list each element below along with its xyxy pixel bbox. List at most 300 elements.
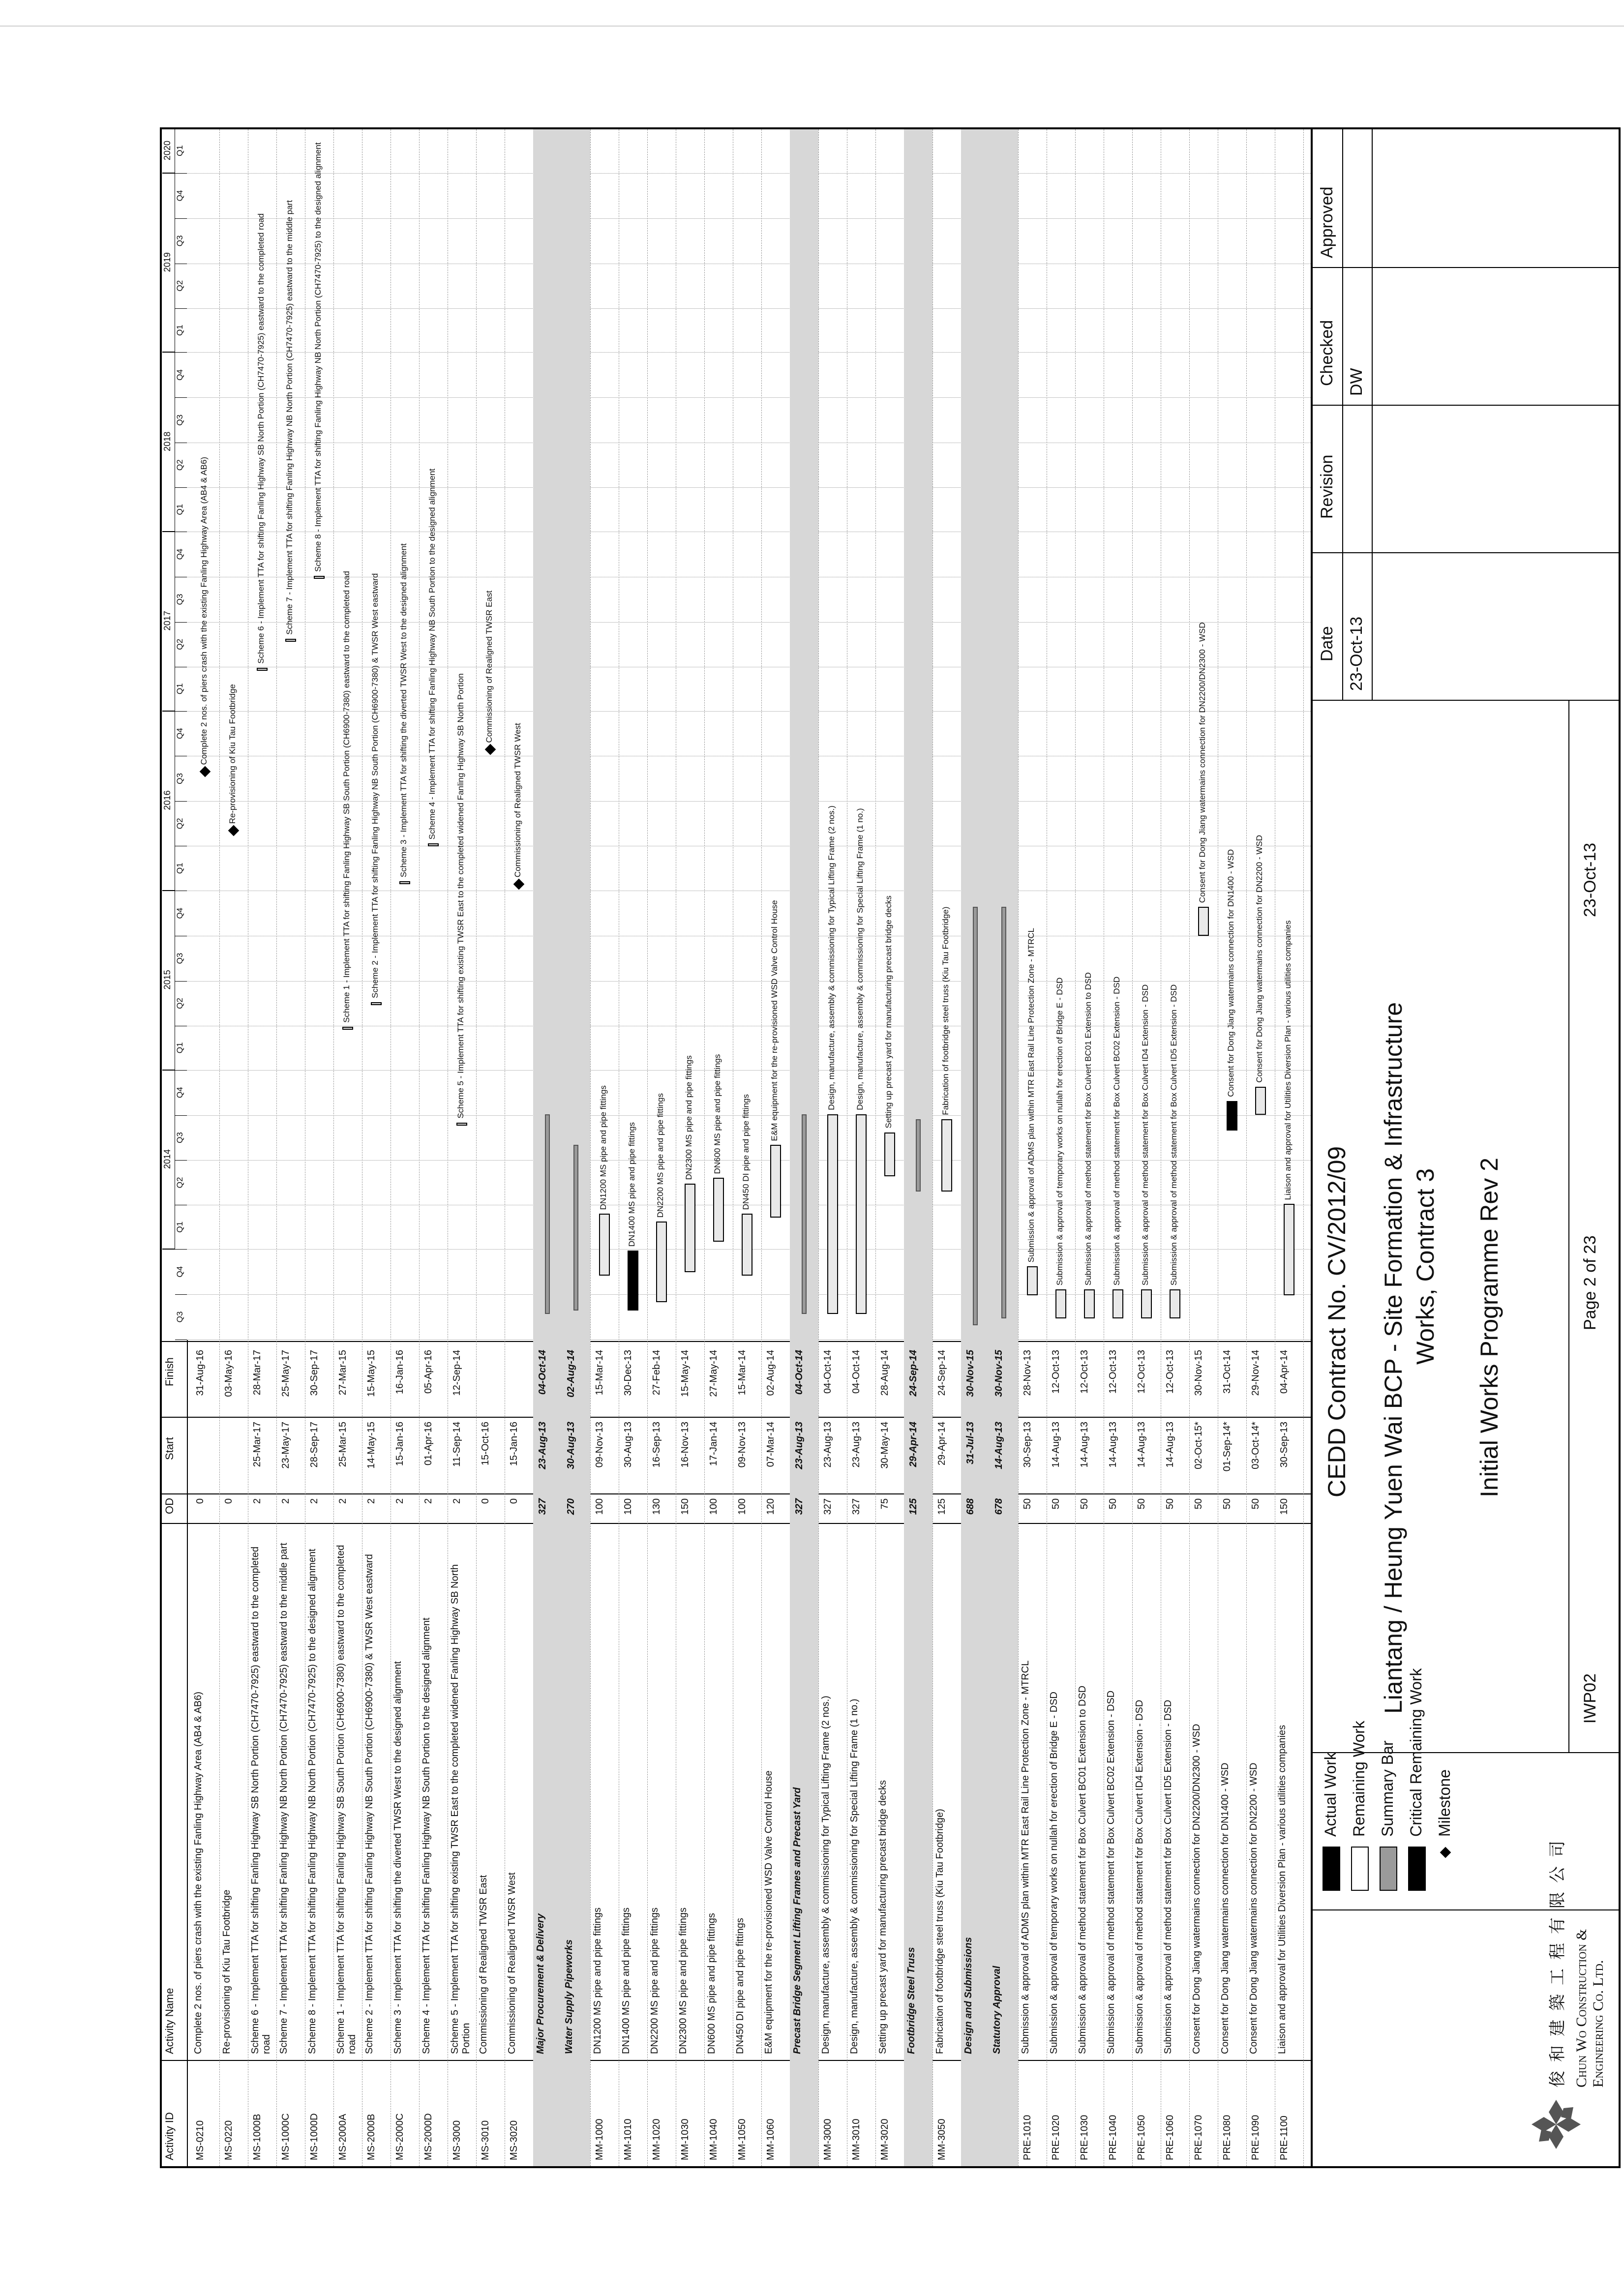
- start-date: 23-Aug-13: [851, 1422, 862, 1468]
- bar-label: Scheme 8 - Implement TTA for shifting Fanling Highway NB North Portion (CH7470-7925) to the designed alignment: [313, 142, 323, 572]
- bar-label: DN600 MS pipe and pipe fittings: [713, 1054, 722, 1174]
- original-duration: 270: [566, 1498, 576, 1515]
- start-date: 28-Sep-17: [309, 1422, 320, 1468]
- activity-row: [391, 129, 419, 2166]
- quarter-label: Q1: [175, 308, 187, 353]
- quarter-label: Q3: [175, 218, 187, 264]
- summary-bar: [973, 907, 978, 1325]
- original-duration: 0: [223, 1498, 234, 1504]
- original-duration: 50: [1165, 1498, 1175, 1510]
- original-duration: 2: [394, 1498, 405, 1504]
- col-od: OD: [163, 1498, 176, 1514]
- finish-date: 04-Oct-14: [537, 1350, 548, 1395]
- activity-id: PRE-1100: [1279, 2116, 1290, 2160]
- start-date: 14-Aug-13: [1108, 1422, 1118, 1468]
- activity-name: Scheme 5 - Implement TTA for shifting existing TWSR East to the completed widened Fanling Highway SB North Portion: [450, 1564, 472, 2054]
- rev-header-revision: Revision: [1318, 454, 1336, 519]
- activity-id: PRE-1080: [1222, 2115, 1233, 2160]
- start-date: 14-Aug-13: [1165, 1422, 1175, 1468]
- activity-name: Consent for Dong Jiang watermains connection for DN1400 - WSD: [1220, 1762, 1231, 2054]
- milestone-label: Commissioning of Realigned TWSR East: [484, 590, 494, 743]
- milestone-label: Commissioning of Realigned TWSR West: [513, 723, 522, 878]
- activity-name: Complete 2 nos. of piers crash with the existing Fanling Highway Area (AB4 & AB6): [193, 1691, 204, 2054]
- rev-header-approved: Approved: [1318, 186, 1336, 258]
- legend-milestone-diamond-icon: [1440, 1847, 1451, 1858]
- legend-milestone: Milestone: [1436, 1769, 1453, 1837]
- activity-bar: [456, 1123, 467, 1126]
- legend-actual: Actual Work: [1322, 1752, 1339, 1837]
- original-duration: 2: [280, 1498, 291, 1504]
- activity-bar: [599, 1214, 610, 1276]
- finish-date: 31-Aug-16: [195, 1350, 206, 1396]
- activity-name: Precast Bridge Segment Lifting Frames and Precast Yard: [792, 1787, 803, 2054]
- quarter-label: Q3: [175, 936, 187, 982]
- legend-remaining: Remaining Work: [1350, 1721, 1368, 1837]
- finish-date: 15-Mar-14: [737, 1350, 748, 1396]
- original-duration: 75: [879, 1498, 890, 1510]
- activity-bar: [1198, 907, 1209, 936]
- summary-bar: [545, 1114, 550, 1314]
- original-duration: 0: [195, 1498, 206, 1504]
- original-duration: 50: [1222, 1498, 1233, 1510]
- col-activity-id: Activity ID: [163, 2112, 176, 2160]
- year-label: 2017: [162, 531, 175, 712]
- finish-date: 12-Oct-13: [1051, 1350, 1061, 1394]
- col-start: Start: [163, 1437, 176, 1460]
- quarter-label: Q4: [175, 1070, 187, 1116]
- header-divider: [162, 1340, 188, 2166]
- finish-date: 02-Aug-14: [566, 1350, 576, 1398]
- finish-date: 27-May-14: [708, 1350, 719, 1397]
- quarter-label: Q4: [175, 891, 187, 936]
- start-date: 25-Mar-17: [252, 1422, 263, 1467]
- legend-actual-swatch: [1323, 1847, 1340, 1891]
- activity-name: Submission & approval of ADMS plan within MTR East Rail Line Protection Zone - MTRCL: [1020, 1660, 1031, 2054]
- quarter-label: Q3: [175, 577, 187, 623]
- quarter-label: Q1: [175, 1205, 187, 1250]
- rev-divider: [1313, 552, 1621, 553]
- company-logo-icon: [1529, 2097, 1583, 2151]
- activity-row: [505, 129, 533, 2166]
- activity-id: MS-2000D: [423, 2113, 434, 2160]
- finish-date: 28-Aug-14: [879, 1350, 890, 1396]
- page-number: Page 2 of 23: [1581, 1235, 1599, 1330]
- start-date: 31-Jul-13: [965, 1422, 976, 1464]
- original-duration: 2: [423, 1498, 434, 1504]
- quarter-label: Q4: [175, 711, 187, 757]
- finish-date: 30-Nov-15: [965, 1350, 976, 1397]
- quarter-label: Q1: [175, 128, 187, 174]
- original-duration: 0: [509, 1498, 519, 1504]
- activity-name: Design and Submissions: [963, 1937, 974, 2054]
- quarter-label: Q4: [175, 532, 187, 577]
- finish-date: 25-May-17: [280, 1350, 291, 1397]
- activity-bar: [884, 1133, 895, 1177]
- quarter-label: Q4: [175, 352, 187, 398]
- finish-date: 30-Nov-15: [993, 1350, 1004, 1397]
- activity-name: DN1400 MS pipe and pipe fittings: [621, 1908, 632, 2054]
- activity-bar: [1084, 1289, 1095, 1318]
- start-date: 15-Jan-16: [509, 1422, 519, 1466]
- finish-date: 24-Sep-14: [908, 1350, 919, 1397]
- bar-label: Design, manufacture, assembly & commissioning for Special Lifting Frame (1 no.): [855, 808, 865, 1110]
- original-duration: 150: [1279, 1498, 1290, 1515]
- bar-label: DN1400 MS pipe and pipe fittings: [627, 1122, 636, 1247]
- start-date: 15-Jan-16: [394, 1422, 405, 1466]
- finish-date: 30-Nov-15: [1193, 1350, 1204, 1396]
- quarter-label: Q3: [175, 1294, 187, 1340]
- activity-bar: [856, 1114, 867, 1314]
- finish-date: 12-Oct-13: [1079, 1350, 1090, 1394]
- finish-date: 02-Aug-14: [765, 1350, 776, 1396]
- activity-bar: [656, 1222, 667, 1302]
- activity-name: Scheme 4 - Implement TTA for shifting Fanling Highway NB South Portion to the designed alignment: [421, 1617, 432, 2054]
- activity-bar: [742, 1214, 752, 1276]
- start-date: 16-Sep-13: [651, 1422, 662, 1468]
- activity-bar: [1113, 1289, 1123, 1318]
- activity-row: [1246, 129, 1275, 2166]
- start-date: 30-May-14: [879, 1422, 890, 1469]
- start-date: 25-Mar-15: [337, 1422, 348, 1467]
- activity-name: Major Procurement & Delivery: [535, 1913, 546, 2054]
- company-name-cn: 俊和建築工程有限公司: [1548, 1832, 1567, 2087]
- finish-date: 05-Apr-16: [423, 1350, 434, 1394]
- quarter-label: Q4: [175, 173, 187, 219]
- activity-name: Scheme 7 - Implement TTA for shifting Fanling Highway NB North Portion (CH7470-7925) eastward to the middle part: [278, 1543, 289, 2054]
- activity-id: MS-2000A: [337, 2114, 348, 2160]
- start-date: 14-Aug-13: [1051, 1422, 1061, 1468]
- quarter-label: Q1: [175, 667, 187, 712]
- title-footer-divider: [1568, 701, 1569, 1753]
- activity-row: [448, 129, 476, 2166]
- col-finish: Finish: [163, 1357, 176, 1386]
- start-date: 23-Aug-13: [537, 1422, 548, 1469]
- activity-name: Submission & approval of method statement for Box Culvert ID4 Extension - DSD: [1134, 1700, 1145, 2054]
- activity-bar: [685, 1184, 695, 1272]
- original-duration: 50: [1136, 1498, 1147, 1510]
- start-date: 09-Nov-13: [594, 1422, 605, 1468]
- activity-id: PRE-1070: [1193, 2115, 1204, 2160]
- activity-row: [1218, 129, 1246, 2166]
- original-duration: 120: [765, 1498, 776, 1515]
- quarter-label: Q2: [175, 801, 187, 846]
- finish-date: 04-Oct-14: [851, 1350, 862, 1394]
- activity-id: MS-0210: [195, 2120, 206, 2160]
- activity-name: E&M equipment for the re-provisioned WSD Valve Control House: [763, 1770, 774, 2054]
- bar-label: Submission & approval of method statement for Box Culvert BC02 Extension - DSD: [1112, 976, 1121, 1286]
- rev-date: 23-Oct-13: [1347, 616, 1366, 691]
- bar-label: Submission & approval of method statement for Box Culvert ID4 Extension - DSD: [1141, 984, 1150, 1286]
- finish-date: 12-Oct-13: [1108, 1350, 1118, 1394]
- rev-header-date: Date: [1318, 626, 1336, 661]
- finish-date: 27-Feb-14: [651, 1350, 662, 1396]
- start-date: 14-May-15: [366, 1422, 377, 1469]
- activity-id: MM-1010: [623, 2118, 633, 2160]
- year-label: 2016: [162, 711, 175, 892]
- rev-header-checked: Checked: [1318, 320, 1336, 386]
- activity-name: DN450 DI pipe and pipe fittings: [735, 1918, 746, 2054]
- title-panel: [1313, 700, 1621, 1753]
- start-date: 14-Aug-13: [1136, 1422, 1147, 1468]
- activity-name: DN2300 MS pipe and pipe fittings: [678, 1908, 689, 2054]
- activity-name: Commissioning of Realigned TWSR West: [507, 1872, 517, 2054]
- original-duration: 50: [1250, 1498, 1261, 1510]
- rev-checked: DW: [1347, 368, 1366, 396]
- activity-bar: [428, 843, 439, 846]
- finish-date: 12-Oct-13: [1165, 1350, 1175, 1394]
- milestone-label: Complete 2 nos. of piers crash with the existing Fanling Highway Area (AB4 & AB6): [199, 456, 209, 765]
- summary-bar: [1001, 907, 1006, 1318]
- activity-name: Design, manufacture, assembly & commissioning for Special Lifting Frame (1 no.): [849, 1699, 860, 2054]
- summary-bar: [573, 1145, 578, 1311]
- doc-number: IWP02: [1581, 1673, 1599, 1724]
- original-duration: 50: [1193, 1498, 1204, 1510]
- finish-date: 04-Oct-14: [794, 1350, 805, 1395]
- quarter-label: Q2: [175, 264, 187, 309]
- bar-label: Liaison and approval for Utilities Diversion Plan - various utilities companies: [1283, 920, 1293, 1200]
- activity-id: MS-2000C: [394, 2113, 405, 2160]
- quarter-label: Q1: [175, 1026, 187, 1071]
- bar-label: Fabrication of footbridge steel truss (Kiu Tau Footbridge): [941, 906, 950, 1115]
- activity-bar: [1284, 1204, 1294, 1295]
- quarter-label: Q3: [175, 756, 187, 802]
- activity-id: MS-1000B: [252, 2114, 263, 2160]
- bar-label: Scheme 3 - Implement TTA for shifting the diverted TWSR West to the designed alignment: [399, 543, 408, 878]
- activity-bar: [1027, 1266, 1038, 1295]
- finish-date: 15-May-15: [366, 1350, 377, 1397]
- activity-bar: [1170, 1289, 1180, 1318]
- start-date: 14-Aug-13: [993, 1422, 1004, 1469]
- original-duration: 2: [252, 1498, 263, 1504]
- start-date: 02-Oct-15*: [1193, 1422, 1204, 1469]
- contract-title: CEDD Contract No. CV/2012/09: [1323, 1146, 1351, 1497]
- activity-name: Water Supply Pipeworks: [564, 1939, 574, 2054]
- quarter-label: Q4: [175, 1249, 187, 1295]
- finish-date: 04-Apr-14: [1279, 1350, 1290, 1394]
- activity-name: DN600 MS pipe and pipe fittings: [706, 1913, 717, 2054]
- activity-bar: [713, 1178, 724, 1242]
- activity-id: MM-1060: [765, 2118, 776, 2160]
- year-label: 2018: [162, 352, 175, 532]
- activity-name: Scheme 6 - Implement TTA for shifting Fanling Highway SB North Portion (CH7470-7925) eastward to the completed road: [250, 1547, 272, 2054]
- bar-label: Submission & approval of temporary works on nullah for erection of Bridge E - DSD: [1055, 977, 1064, 1286]
- start-date: 23-May-17: [280, 1422, 291, 1469]
- activity-bar: [1055, 1289, 1066, 1318]
- original-duration: 125: [936, 1498, 947, 1515]
- bar-label: Submission & approval of method statement for Box Culvert ID5 Extension - DSD: [1169, 984, 1178, 1286]
- activity-name: Fabrication of footbridge steel truss (Kiu Tau Footbridge): [934, 1809, 945, 2054]
- bar-label: Consent for Dong Jiang watermains connection for DN2200 - WSD: [1255, 835, 1264, 1083]
- activity-id: MM-3050: [936, 2118, 947, 2160]
- original-duration: 678: [993, 1498, 1004, 1515]
- original-duration: 2: [366, 1498, 377, 1504]
- activity-bar: [371, 1002, 382, 1005]
- activity-name: Footbridge Steel Truss: [906, 1947, 917, 2054]
- company-name-en: Chun Wo Construction & Engineering Co. Ltd.: [1573, 1929, 1606, 2087]
- activity-name: Setting up precast yard for manufacturing precast bridge decks: [877, 1780, 888, 2054]
- bar-label: Scheme 4 - Implement TTA for shifting Fanling Highway NB South Portion to the designed alignment: [427, 468, 437, 840]
- activity-id: MS-3020: [509, 2120, 519, 2160]
- summary-bar: [916, 1119, 921, 1192]
- bar-label: Scheme 2 - Implement TTA for shifting Fanling Highway NB South Portion (CH6900-7380) & TWSR West eastward: [370, 573, 380, 998]
- start-date: 09-Nov-13: [737, 1422, 748, 1468]
- start-date: 30-Aug-13: [566, 1422, 576, 1469]
- activity-id: MM-1000: [594, 2118, 605, 2160]
- activity-name: Submission & approval of method statement for Box Culvert BC02 Extension - DSD: [1106, 1690, 1116, 2054]
- rev-divider: [1313, 405, 1621, 406]
- activity-name: Re-provisioning of Kiu Tau Footbridge: [221, 1889, 232, 2054]
- quarter-label: Q1: [175, 487, 187, 532]
- activity-id: MM-1030: [680, 2118, 691, 2160]
- finish-date: 30-Sep-17: [309, 1350, 320, 1396]
- quarter-label: Q2: [175, 1160, 187, 1205]
- activity-id: PRE-1040: [1108, 2115, 1118, 2160]
- bar-label: DN2300 MS pipe and pipe fittings: [684, 1055, 693, 1180]
- activity-id: PRE-1020: [1051, 2115, 1061, 2160]
- original-duration: 50: [1022, 1498, 1033, 1510]
- activity-id: PRE-1010: [1022, 2115, 1033, 2160]
- start-date: 15-Oct-16: [480, 1422, 491, 1465]
- bar-label: Setting up precast yard for manufacturing precast bridge decks: [884, 895, 893, 1129]
- bar-label: Scheme 1 - Implement TTA for shifting Fanling Highway SB South Portion (CH6900-7380) eastward to the completed road: [342, 571, 351, 1023]
- start-date: 23-Aug-13: [794, 1422, 805, 1469]
- activity-name: Scheme 1 - Implement TTA for shifting Fanling Highway SB South Portion (CH6900-7380) eastward to the completed road: [335, 1545, 358, 2054]
- start-date: 30-Aug-13: [623, 1422, 633, 1468]
- activity-name: Consent for Dong Jiang watermains connection for DN2200/DN2300 - WSD: [1191, 1724, 1202, 2054]
- activity-row: [191, 129, 219, 2166]
- start-date: 14-Aug-13: [1079, 1422, 1090, 1468]
- activity-bar: [1255, 1087, 1266, 1115]
- activity-name: Scheme 2 - Implement TTA for shifting Fanling Highway NB South Portion (CH6900-7380) & TWSR West eastward: [364, 1554, 375, 2054]
- activity-name: Scheme 8 - Implement TTA for shifting Fanling Highway NB North Portion (CH7470-7925) to the designed alignment: [307, 1549, 318, 2054]
- activity-id: MM-3000: [822, 2118, 833, 2160]
- original-duration: 327: [794, 1498, 805, 1515]
- activity-id: MM-3010: [851, 2118, 862, 2160]
- finish-date: 30-Dec-13: [623, 1350, 633, 1396]
- bar-label: Consent for Dong Jiang watermains connection for DN2200/DN2300 - WSD: [1198, 622, 1207, 903]
- col-activity-name: Activity Name: [163, 1988, 176, 2054]
- activity-bar: [399, 881, 410, 884]
- finish-date: 15-Mar-14: [594, 1350, 605, 1396]
- activity-row: [419, 129, 448, 2166]
- start-date: 23-Aug-13: [822, 1422, 833, 1468]
- activity-bar: [314, 576, 325, 579]
- activity-name: Submission & approval of method statement for Box Culvert ID5 Extension - DSD: [1163, 1700, 1173, 2054]
- finish-date: 12-Sep-14: [451, 1350, 462, 1396]
- original-duration: 2: [309, 1498, 320, 1504]
- activity-name: Design, manufacture, assembly & commissioning for Typical Lifting Frame (2 nos.): [820, 1696, 831, 2054]
- quarter-label: Q3: [175, 1115, 187, 1161]
- revision-table: [1313, 129, 1621, 701]
- activity-row: [219, 129, 248, 2166]
- finish-date: 31-Oct-14: [1222, 1350, 1233, 1394]
- original-duration: 0: [480, 1498, 491, 1504]
- bar-label: DN2200 MS pipe and pipe fittings: [656, 1093, 665, 1218]
- start-date: 30-Sep-13: [1022, 1422, 1033, 1468]
- finish-date: 28-Nov-13: [1022, 1350, 1033, 1396]
- activity-name: Consent for Dong Jiang watermains connection for DN2200 - WSD: [1248, 1762, 1259, 2054]
- original-duration: 327: [822, 1498, 833, 1515]
- start-date: 29-Apr-14: [908, 1422, 919, 1467]
- revision-data-row: [1342, 129, 1373, 701]
- year-label: 2019: [162, 173, 175, 353]
- legend-summary-swatch: [1380, 1847, 1397, 1891]
- start-date: 29-Apr-14: [936, 1422, 947, 1465]
- bar-label: Consent for Dong Jiang watermains connection for DN1400 - WSD: [1226, 849, 1235, 1097]
- project-title-line2: Works, Contract 3: [1412, 1168, 1439, 1365]
- legend-remaining-swatch: [1351, 1847, 1369, 1891]
- activity-id: MM-1050: [737, 2118, 748, 2160]
- finish-date: 03-May-16: [223, 1350, 234, 1397]
- activity-bar: [1227, 1101, 1237, 1131]
- legend-critical: Critical Remaining Work: [1407, 1668, 1425, 1837]
- original-duration: 100: [708, 1498, 719, 1515]
- start-date: 01-Apr-16: [423, 1422, 434, 1465]
- activity-name: Submission & approval of method statement for Box Culvert BC01 Extension to DSD: [1077, 1685, 1088, 2054]
- activity-bar: [770, 1145, 781, 1218]
- activity-row: [1189, 129, 1218, 2166]
- activity-bar: [285, 639, 296, 642]
- activity-name: Liaison and approval for Utilities Diversion Plan - various utilities companies: [1277, 1725, 1288, 2054]
- quarter-label: Q2: [175, 622, 187, 667]
- original-duration: 688: [965, 1498, 976, 1515]
- start-date: 30-Sep-13: [1279, 1422, 1290, 1468]
- quarter-label: Q1: [175, 846, 187, 891]
- legend-summary: Summary Bar: [1379, 1740, 1396, 1837]
- title-block: [1311, 129, 1621, 2166]
- programme-title: Initial Works Programme Rev 2: [1475, 1158, 1503, 1497]
- original-duration: 327: [537, 1498, 548, 1515]
- activity-id: MS-0220: [223, 2120, 234, 2160]
- activity-name: Scheme 3 - Implement TTA for shifting the diverted TWSR West to the designed alignment: [392, 1661, 403, 2054]
- year-label: 2020: [162, 128, 175, 174]
- activity-id: MS-3000: [451, 2120, 462, 2160]
- legend-critical-swatch: [1408, 1847, 1426, 1891]
- bar-label: Submission & approval of method statement for Box Culvert BC01 Extension to DSD: [1083, 972, 1093, 1286]
- start-date: 16-Nov-13: [680, 1422, 691, 1468]
- finish-date: 04-Oct-14: [822, 1350, 833, 1394]
- original-duration: 150: [680, 1498, 691, 1515]
- activity-id: PRE-1030: [1079, 2115, 1090, 2160]
- bar-label: E&M equipment for the re-provisioned WSD Valve Control House: [770, 900, 779, 1141]
- original-duration: 50: [1108, 1498, 1118, 1510]
- activity-name: Statutory Approval: [992, 1966, 1002, 2054]
- finish-date: 12-Oct-13: [1136, 1350, 1147, 1394]
- activity-id: PRE-1060: [1165, 2115, 1175, 2160]
- issue-date: 23-Oct-13: [1581, 842, 1599, 917]
- row-divider: [1303, 129, 1304, 2166]
- summary-bar: [802, 1114, 807, 1314]
- activity-row: [333, 129, 362, 2166]
- quarter-label: Q2: [175, 981, 187, 1026]
- activity-id: PRE-1090: [1250, 2115, 1261, 2160]
- finish-date: 29-Nov-14: [1250, 1350, 1261, 1396]
- bar-label: Submission & approval of ADMS plan within MTR East Rail Line Protection Zone - MTRCL: [1026, 927, 1036, 1263]
- bar-label: Design, manufacture, assembly & commissioning for Typical Lifting Frame (2 nos.): [827, 805, 836, 1110]
- activity-bar: [628, 1251, 638, 1311]
- year-label: 2014: [162, 1070, 175, 1250]
- activity-id: MM-1040: [708, 2118, 719, 2160]
- start-date: 01-Sep-14*: [1222, 1422, 1233, 1472]
- bar-label: DN450 DI pipe and pipe fittings: [741, 1094, 751, 1210]
- year-label: 2015: [162, 890, 175, 1071]
- finish-date: 16-Jan-16: [394, 1350, 405, 1395]
- bar-label: Scheme 5 - Implement TTA for shifting existing TWSR East to the completed widened Fanling Highway SB North Portion: [456, 673, 465, 1119]
- original-duration: 50: [1079, 1498, 1090, 1510]
- activity-id: MM-3020: [879, 2118, 890, 2160]
- finish-date: 15-May-14: [680, 1350, 691, 1397]
- quarter-label: Q2: [175, 443, 187, 488]
